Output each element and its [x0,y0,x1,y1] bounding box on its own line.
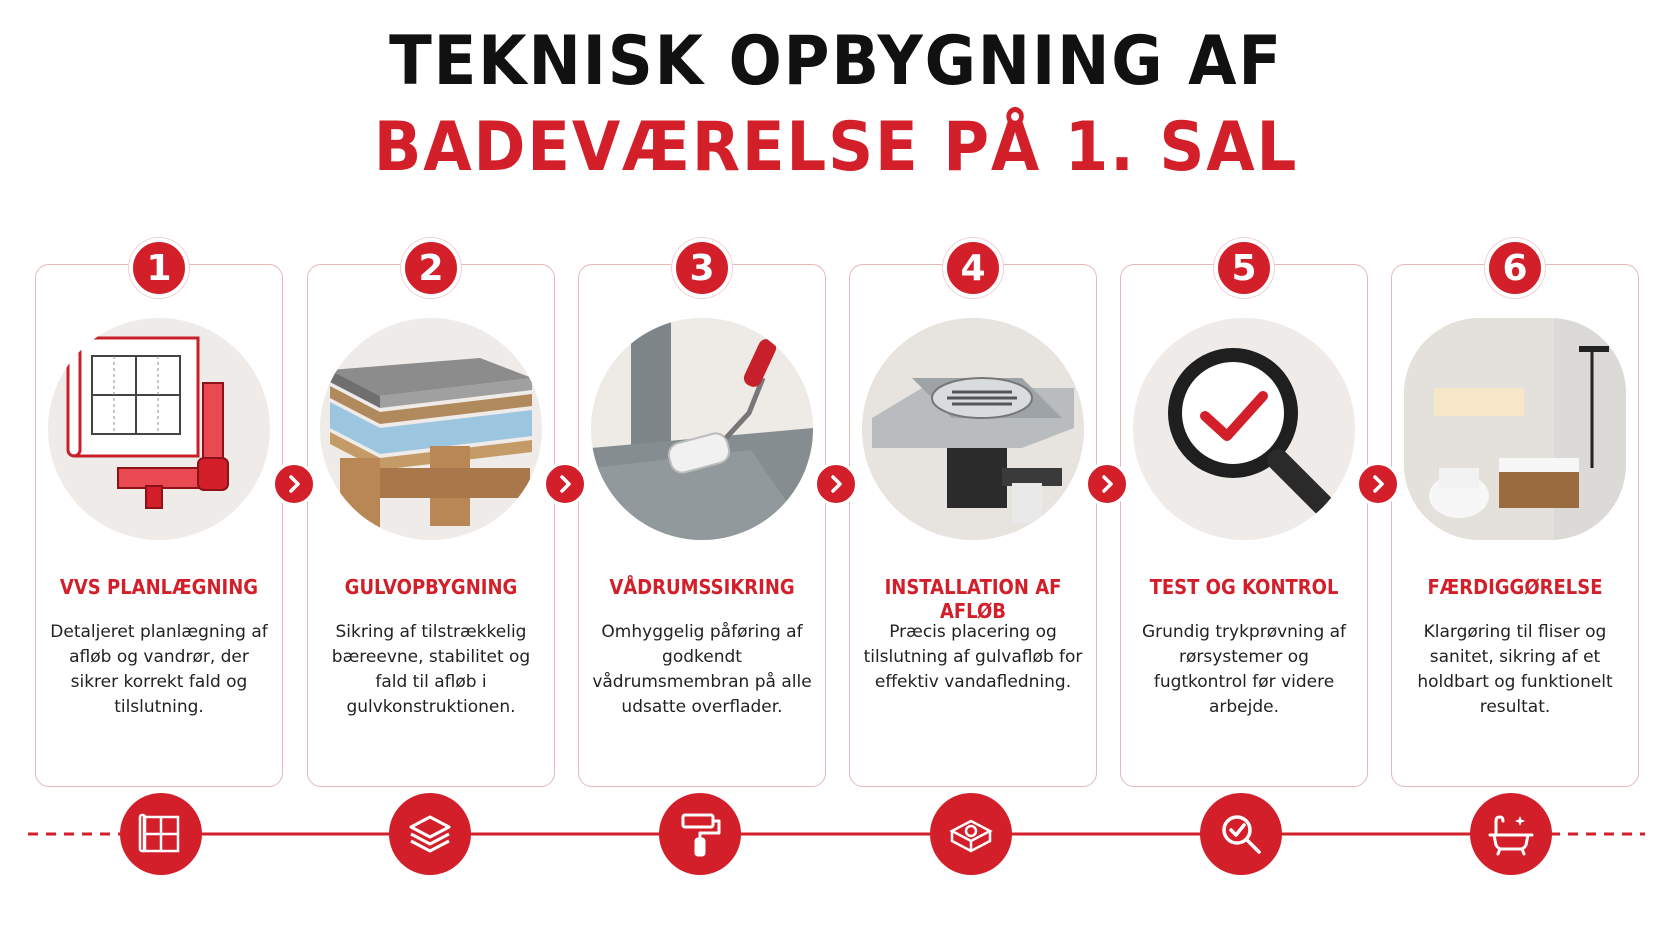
drain-icon [930,793,1012,875]
floor-layers-illustration [320,318,542,540]
chevron-right-icon [272,462,316,506]
step-number-3: 3 [672,238,732,298]
step-number-6: 6 [1485,238,1545,298]
step-number-1: 1 [129,238,189,298]
step-number-5: 5 [1214,238,1274,298]
step-description-6: Klargøring til fliser og sanitet, sikring af et holdbart og funktionelt resultat. [1417,622,1613,717]
step-description-2: Sikring af tilstrækkelig bæreevne, stabilitet og fald til afløb i gulvkonstruktionen. [331,622,531,717]
magnifier-check-icon [1200,793,1282,875]
chevron-right-icon [1085,462,1129,506]
step-title-4: INSTALLATION AF AFLØB [884,575,1062,623]
bathtub-icon [1470,793,1552,875]
chevron-right-icon [543,462,587,506]
finished-bathroom-illustration [1404,318,1626,540]
floor-drain-illustration [862,318,1084,540]
magnifier-check-illustration [1133,318,1355,540]
step-number-2: 2 [401,238,461,298]
paint-roller-membrane-illustration [591,318,813,540]
paint-roller-icon [659,793,741,875]
layers-icon [389,793,471,875]
chevron-right-icon [814,462,858,506]
title-line-1: TEKNISK OPBYGNING AF [389,22,1283,101]
chevron-right-icon [1356,462,1400,506]
blueprint-icon [120,793,202,875]
step-title-2: GULVOPBYGNING [344,575,518,599]
timeline-line [0,790,1672,870]
step-title-3: VÅDRUMSSIKRING [609,575,795,599]
step-description-5: Grundig trykprøvning af rørsystemer og fugtkontrol før videre arbejde. [1141,622,1347,717]
step-description-4: Præcis placering og tilslutning af gulvafløb for effektiv vandafledning. [863,622,1083,692]
step-number-4: 4 [943,238,1003,298]
blueprint-pipes-illustration [48,318,270,540]
title-line-2: BADEVÆRELSE PÅ 1. SAL [373,108,1299,187]
page-title [67,22,1605,190]
step-title-5: TEST OG KONTROL [1149,575,1339,599]
step-title-1: VVS PLANLÆGNING [59,575,259,599]
step-description-1: Detaljeret planlægning af afløb og vandrør, der sikrer korrekt fald og tilslutning. [50,622,268,717]
step-description-3: Omhyggelig påføring af godkendt vådrumsmembran på alle udsatte overflader. [592,622,812,717]
step-title-6: FÆRDIGGØRELSE [1427,575,1603,599]
